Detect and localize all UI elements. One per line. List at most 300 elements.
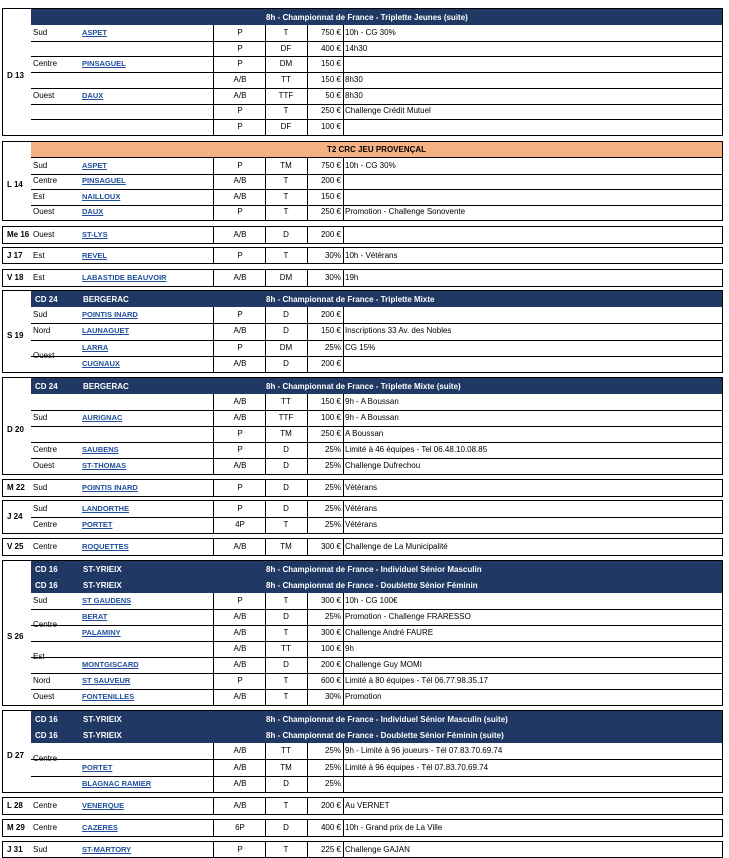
prize-cell: 150 € (320, 191, 341, 201)
format-cell: D (283, 358, 289, 368)
prize-cell: 50 € (325, 90, 341, 100)
format-cell: D (283, 326, 289, 336)
column-divider (213, 539, 214, 555)
club-link[interactable]: PINSAGUEL (82, 176, 126, 186)
banner-city: ST-YRIEIX (83, 714, 122, 724)
format-cell: T (283, 596, 289, 605)
zone-label: Sud (33, 504, 48, 513)
banner-committee: CD 24 (35, 294, 58, 304)
column-divider (213, 480, 214, 496)
club-link[interactable]: CUGNAUX (82, 358, 120, 368)
club-link[interactable]: LABASTIDE BEAUVOIR (82, 273, 167, 282)
zone-label: Sud (33, 27, 48, 37)
day-block (2, 8, 723, 136)
row-divider (31, 641, 722, 642)
club-link[interactable]: BLAGNAC RAMIER (82, 778, 152, 788)
column-divider (343, 227, 344, 243)
zone-label: Sud (33, 160, 48, 170)
note-cell: Inscriptions 33 Av. des Nobles (345, 326, 452, 336)
category-cell: P (237, 844, 243, 854)
zone-label: Est (33, 191, 45, 201)
category-cell: A/B (233, 461, 247, 470)
club-link[interactable]: PALAMINY (82, 628, 121, 637)
prize-cell: 25% (324, 612, 341, 621)
prize-cell: 25% (324, 483, 341, 492)
prize-cell: 250 € (320, 207, 341, 217)
banner-city: BERGERAC (83, 381, 129, 391)
day-block (2, 710, 723, 793)
format-cell: T (283, 250, 289, 260)
format-cell: TM (280, 762, 292, 772)
club-link[interactable]: ST-THOMAS (82, 461, 127, 470)
row-divider (31, 189, 722, 190)
club-link[interactable]: SAUBENS (82, 445, 119, 454)
prize-cell: 225 € (320, 844, 341, 854)
banner-committee: CD 16 (35, 714, 58, 724)
note-cell: Promotion - Challenge FRARESSO (345, 612, 471, 621)
day-block (2, 841, 723, 858)
category-cell: 4P (235, 520, 245, 529)
category-cell: A/B (233, 612, 247, 621)
day-label: V 25 (7, 542, 24, 551)
prize-cell: 200 € (320, 358, 341, 368)
club-link[interactable]: LAUNAGUET (82, 326, 130, 336)
club-link[interactable]: ST-LYS (82, 230, 108, 239)
zone-label: Sud (33, 413, 48, 422)
format-cell: TM (280, 542, 292, 551)
row-divider (31, 759, 722, 760)
day-block (2, 226, 723, 244)
club-link[interactable]: LARRA (82, 342, 109, 352)
column-divider (343, 539, 344, 555)
note-cell: 10h - Vétérans (345, 250, 398, 260)
banner-title: T2 CRC JEU PROVENÇAL (326, 145, 427, 154)
zone-label: Centre (33, 445, 58, 454)
format-cell: D (283, 230, 289, 239)
banner-title: 8h - Championnat de France - Doublette Sénior Féminin (suite) (266, 730, 504, 740)
format-cell: DF (280, 122, 292, 132)
prize-cell: 400 € (320, 823, 341, 832)
zone-label: Centre (33, 754, 58, 764)
category-cell: A/B (233, 326, 247, 336)
day-label: D 20 (7, 425, 24, 434)
zone-label: Est (33, 652, 45, 661)
row-divider (31, 442, 722, 443)
note-cell: 8h30 (345, 90, 363, 100)
row-divider (31, 609, 722, 610)
club-link[interactable]: POINTIS INARD (82, 310, 138, 320)
zone-label: Centre (33, 542, 58, 551)
note-cell: CG 15% (345, 342, 376, 352)
day-label: Me 16 (7, 230, 30, 239)
format-cell: T (283, 520, 289, 529)
prize-cell: 150 € (320, 326, 341, 336)
format-cell: T (283, 844, 289, 854)
column-divider (343, 743, 344, 792)
zone-label: Centre (33, 801, 58, 810)
note-cell: 10h - CG 100€ (345, 596, 398, 605)
row-divider (31, 119, 722, 120)
club-link[interactable]: PINSAGUEL (82, 59, 126, 69)
zone-label: Nord (33, 326, 51, 336)
note-cell: Challenge GAJAN (345, 844, 410, 854)
row-divider (31, 356, 722, 357)
prize-cell: 25% (324, 746, 341, 756)
column-divider (213, 743, 214, 792)
day-block (2, 797, 723, 815)
event-banner (31, 378, 722, 394)
banner-title: 8h - Championnat de France - Triplette Jeunes (suite) (266, 12, 468, 22)
column-divider (213, 394, 214, 474)
note-cell: Promotion (345, 692, 382, 701)
club-link[interactable]: REVEL (82, 250, 108, 260)
day-block (2, 290, 723, 373)
format-cell: D (283, 483, 289, 492)
banner-city: BERGERAC (83, 294, 129, 304)
category-cell: P (237, 596, 243, 605)
zone-label: Ouest (33, 461, 55, 470)
category-cell: A/B (233, 692, 247, 701)
prize-cell: 250 € (320, 106, 341, 116)
prize-cell: 750 € (320, 27, 341, 37)
event-banner (31, 577, 722, 593)
format-cell: TTF (278, 90, 294, 100)
banner-title: 8h - Championnat de France - Individuel Sénior Masculin (266, 564, 482, 574)
prize-cell: 300 € (320, 628, 341, 637)
format-cell: T (283, 628, 289, 637)
day-label: M 29 (7, 823, 25, 832)
prize-cell: 150 € (320, 59, 341, 69)
banner-city: ST-YRIEIX (83, 730, 122, 740)
club-link[interactable]: ASPET (82, 160, 108, 170)
row-divider (31, 72, 722, 73)
day-label: V 18 (7, 273, 24, 282)
day-block (2, 500, 723, 534)
category-cell: 6P (235, 823, 245, 832)
prize-cell: 30% (324, 692, 341, 701)
banner-committee: CD 16 (35, 580, 58, 590)
club-link[interactable]: PORTET (82, 520, 113, 529)
format-cell: D (283, 660, 289, 669)
day-label: J 24 (7, 512, 23, 521)
day-label: L 28 (7, 801, 23, 810)
category-cell: P (237, 310, 243, 320)
prize-cell: 150 € (320, 397, 341, 406)
day-block (2, 560, 723, 706)
prize-cell: 150 € (320, 75, 341, 84)
row-divider (31, 689, 722, 690)
day-block (2, 479, 723, 497)
format-cell: D (283, 310, 289, 320)
day-label: L 14 (7, 180, 23, 189)
zone-label: Centre (33, 620, 58, 629)
note-cell: Vétérans (345, 483, 378, 492)
category-cell: P (237, 342, 243, 352)
column-divider (213, 270, 214, 286)
row-divider (31, 88, 722, 89)
row-divider (31, 657, 722, 658)
zone-label: Ouest (33, 692, 55, 701)
category-cell: A/B (233, 542, 247, 551)
category-cell: P (237, 27, 243, 37)
note-cell: 9h (345, 644, 354, 653)
column-divider (343, 480, 344, 496)
banner-committee: CD 16 (35, 730, 58, 740)
category-cell: A/B (233, 762, 247, 772)
prize-cell: 300 € (320, 542, 341, 551)
category-cell: P (237, 122, 243, 132)
row-divider (31, 458, 722, 459)
category-cell: A/B (233, 746, 247, 756)
category-cell: P (237, 445, 243, 454)
prize-cell: 200 € (320, 310, 341, 320)
category-cell: A/B (233, 628, 247, 637)
prize-cell: 200 € (320, 660, 341, 669)
club-link[interactable]: ST SAUVEUR (82, 676, 131, 685)
format-cell: DF (280, 43, 292, 53)
prize-cell: 25% (324, 762, 341, 772)
club-link[interactable]: POINTIS INARD (82, 483, 138, 492)
category-cell: P (237, 59, 243, 69)
banner-title: 8h - Championnat de France - Triplette Mixte (266, 294, 435, 304)
category-cell: P (237, 250, 243, 260)
event-banner (31, 142, 722, 158)
category-cell: A/B (233, 801, 247, 810)
club-link[interactable]: VENERQUE (82, 801, 125, 810)
prize-cell: 600 € (320, 676, 341, 685)
day-block (2, 141, 723, 221)
row-divider (31, 41, 722, 42)
format-cell: T (283, 106, 289, 116)
category-cell: P (237, 676, 243, 685)
club-link[interactable]: ROQUETTES (82, 542, 129, 551)
column-divider (343, 270, 344, 286)
zone-label: Sud (33, 596, 48, 605)
club-link[interactable]: DAUX (82, 207, 104, 217)
zone-label: Ouest (33, 207, 55, 217)
day-block (2, 247, 723, 264)
zone-label: Centre (33, 176, 58, 186)
category-cell: A/B (233, 75, 247, 84)
category-cell: A/B (233, 90, 247, 100)
prize-cell: 200 € (320, 801, 341, 810)
prize-cell: 200 € (320, 176, 341, 186)
row-divider (31, 625, 722, 626)
note-cell: Challenge Dufrechou (345, 461, 421, 470)
day-label: J 17 (7, 250, 23, 260)
prize-cell: 200 € (320, 230, 341, 239)
category-cell: P (237, 207, 243, 217)
format-cell: T (283, 692, 289, 701)
note-cell: Promotion - Challenge Sonovente (345, 207, 466, 217)
row-divider (31, 174, 722, 175)
note-cell: 19h (345, 273, 359, 282)
note-cell: Limité à 96 équipes - Tél 07.83.70.69.74 (345, 762, 489, 772)
note-cell: 9h - Limité à 96 joueurs - Tél 07.83.70.69.74 (345, 746, 503, 756)
zone-label: Nord (33, 676, 51, 685)
row-divider (31, 426, 722, 427)
format-cell: TT (281, 746, 291, 756)
zone-label: Centre (33, 59, 58, 69)
note-cell: Limité à 80 équipes - Tél 06.77.98.35.17 (345, 676, 489, 685)
club-link[interactable]: LANDORTHE (82, 504, 130, 513)
prize-cell: 750 € (320, 160, 341, 170)
note-cell: Challenge Crédit Mutuel (345, 106, 431, 116)
note-cell: 14h30 (345, 43, 368, 53)
row-divider (31, 340, 722, 341)
prize-cell: 100 € (320, 122, 341, 132)
prize-cell: 100 € (320, 413, 341, 422)
format-cell: T (283, 676, 289, 685)
club-link[interactable]: MONTGISCARD (82, 660, 139, 669)
category-cell: P (237, 43, 243, 53)
note-cell: 8h30 (345, 75, 363, 84)
club-link[interactable]: ASPET (82, 27, 108, 37)
note-cell: Vétérans (345, 520, 378, 529)
category-cell: A/B (233, 644, 247, 653)
note-cell: Limité à 46 équipes - Tel 06.48.10.08.85 (345, 445, 488, 454)
day-label: D 13 (7, 71, 24, 80)
row-divider (31, 673, 722, 674)
column-divider (213, 798, 214, 814)
category-cell: P (237, 429, 243, 438)
format-cell: TT (281, 397, 291, 406)
category-cell: A/B (233, 358, 247, 368)
format-cell: TT (281, 75, 291, 84)
prize-cell: 100 € (320, 644, 341, 653)
row-divider (31, 776, 722, 777)
format-cell: T (283, 801, 289, 810)
event-banner (31, 727, 722, 743)
club-link[interactable]: BERAT (82, 612, 108, 621)
zone-label: Sud (33, 483, 48, 492)
category-cell: A/B (233, 230, 247, 239)
banner-city: ST-YRIEIX (83, 580, 122, 590)
day-block (2, 538, 723, 556)
format-cell: D (283, 445, 289, 454)
format-cell: D (283, 504, 289, 513)
column-divider (213, 842, 214, 857)
row-divider (31, 104, 722, 105)
format-cell: D (283, 461, 289, 470)
prize-cell: 30% (324, 250, 341, 260)
day-label: D 27 (7, 750, 24, 760)
event-banner (31, 711, 722, 727)
row-divider (31, 410, 722, 411)
note-cell: Au VERNET (345, 801, 390, 810)
banner-title: 8h - Championnat de France - Triplette Mixte (suite) (266, 381, 461, 391)
banner-title: 8h - Championnat de France - Individuel Sénior Masculin (suite) (266, 714, 508, 724)
format-cell: TT (281, 644, 291, 653)
event-banner (31, 291, 722, 307)
category-cell: P (237, 160, 243, 170)
column-divider (343, 248, 344, 263)
zone-label: Ouest (33, 90, 55, 100)
day-label: J 31 (7, 844, 23, 854)
note-cell: Challenge Guy MOMI (345, 660, 422, 669)
prize-cell: 25% (324, 778, 341, 788)
prize-cell: 25% (324, 445, 341, 454)
row-divider (31, 205, 722, 206)
prize-cell: 25% (324, 520, 341, 529)
format-cell: D (283, 778, 289, 788)
note-cell: Vétérans (345, 504, 378, 513)
format-cell: TTF (278, 413, 294, 422)
category-cell: A/B (233, 397, 247, 406)
column-divider (343, 394, 344, 474)
zone-label: Sud (33, 310, 48, 320)
club-link[interactable]: ST GAUDENS (82, 596, 132, 605)
day-block (2, 269, 723, 287)
note-cell: Challenge André FAURE (345, 628, 434, 637)
prize-cell: 25% (324, 342, 341, 352)
format-cell: T (283, 207, 289, 217)
club-link[interactable]: AURIGNAC (82, 413, 123, 422)
banner-city: ST-YRIEIX (83, 564, 122, 574)
zone-label: Centre (33, 823, 58, 832)
category-cell: P (237, 106, 243, 116)
banner-title: 8h - Championnat de France - Doublette Sénior Féminin (266, 580, 478, 590)
day-label: M 22 (7, 483, 25, 492)
banner-committee: CD 16 (35, 564, 58, 574)
format-cell: D (283, 612, 289, 621)
note-cell: 10h - CG 30% (345, 160, 396, 170)
row-divider (31, 323, 722, 324)
event-banner (31, 9, 722, 25)
format-cell: T (283, 191, 289, 201)
column-divider (343, 820, 344, 836)
club-link[interactable]: NAILLOUX (82, 191, 121, 201)
row-divider (31, 517, 722, 518)
prize-cell: 300 € (320, 596, 341, 605)
category-cell: P (237, 504, 243, 513)
prize-cell: 400 € (320, 43, 341, 53)
category-cell: A/B (233, 191, 247, 201)
format-cell: T (283, 27, 289, 37)
column-divider (213, 820, 214, 836)
club-link[interactable]: CAZERES (82, 823, 118, 832)
zone-label: Sud (33, 844, 48, 854)
zone-label: Est (33, 250, 45, 260)
format-cell: D (283, 823, 289, 832)
prize-cell: 250 € (320, 429, 341, 438)
column-divider (213, 227, 214, 243)
banner-committee: CD 24 (35, 381, 58, 391)
club-link[interactable]: FONTENILLES (82, 692, 135, 701)
category-cell: A/B (233, 660, 247, 669)
prize-cell: 30% (324, 273, 341, 282)
format-cell: T (283, 176, 289, 186)
row-divider (31, 56, 722, 57)
zone-label: Ouest (33, 230, 55, 239)
prize-cell: 25% (324, 461, 341, 470)
category-cell: A/B (233, 778, 247, 788)
prize-cell: 25% (324, 504, 341, 513)
note-cell: Challenge de La Municipalité (345, 542, 448, 551)
format-cell: TM (280, 429, 292, 438)
format-cell: DM (279, 273, 293, 282)
column-divider (343, 798, 344, 814)
club-link[interactable]: DAUX (82, 90, 104, 100)
category-cell: A/B (233, 176, 247, 186)
note-cell: 9h - A Boussan (345, 397, 399, 406)
club-link[interactable]: ST-MARTORY (82, 844, 132, 854)
note-cell: 10h - CG 30% (345, 27, 396, 37)
club-link[interactable]: PORTET (82, 762, 113, 772)
event-banner (31, 561, 722, 577)
note-cell: A Boussan (345, 429, 384, 438)
category-cell: P (237, 483, 243, 492)
